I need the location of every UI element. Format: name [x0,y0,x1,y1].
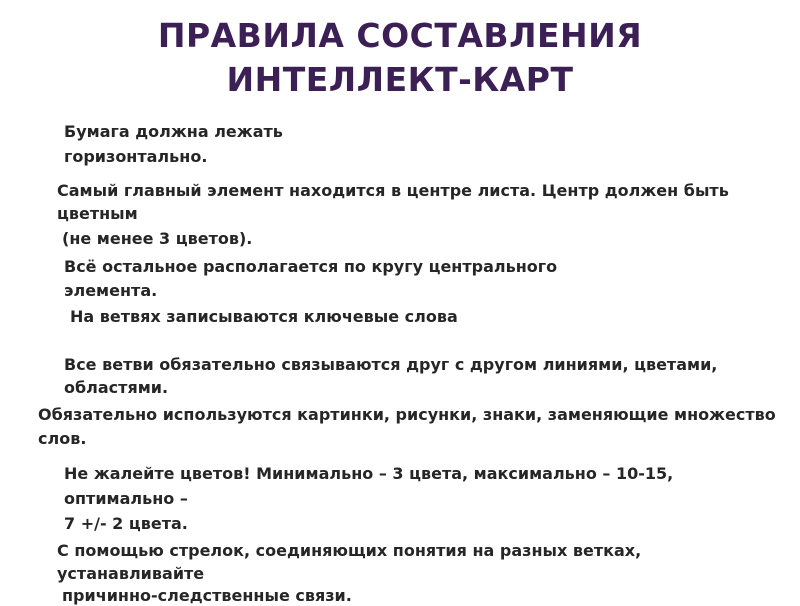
rule-3-line-1: Всё остальное располагается по кругу центрального [64,257,558,276]
rule-2-line-3: (не менее 3 цветов). [62,229,253,248]
rule-4-line-1: На ветвях записываются ключевые слова [70,307,458,326]
rule-5-line-1: Все ветви обязательно связываются друг с другом линиями, цветами, [64,355,718,374]
rule-6-line-2: слов. [38,429,87,448]
rule-7-line-1: Не жалейте цветов! Минимально – 3 цвета, максимально – 10-15, [64,464,674,483]
rule-7-line-3: 7 +/- 2 цвета. [64,514,188,533]
rule-1-line-2: горизонтально. [64,147,208,166]
rule-2-line-2: цветным [57,204,138,223]
slide-title [0,14,800,102]
rule-7-line-2: оптимально – [64,489,188,508]
slide-title-line-2: ИНТЕЛЛЕКТ-КАРТ [226,60,574,99]
rule-6-line-1: Обязательно используются картинки, рисунки, знаки, заменяющие множество [38,405,776,424]
rule-5-line-2: областями. [64,378,169,397]
rule-8-line-2: устанавливайте [57,564,205,583]
rule-8-line-1: С помощью стрелок, соединяющих понятия на разных ветках, [57,541,642,560]
rule-1-line-1: Бумага должна лежать [64,122,283,141]
rule-3-line-2: элемента. [64,281,158,300]
rule-8-line-3: причинно-следственные связи. [62,586,352,605]
rule-2-line-1: Самый главный элемент находится в центре листа. Центр должен быть [57,181,729,200]
slide-title-line-1: ПРАВИЛА СОСТАВЛЕНИЯ [157,16,643,55]
